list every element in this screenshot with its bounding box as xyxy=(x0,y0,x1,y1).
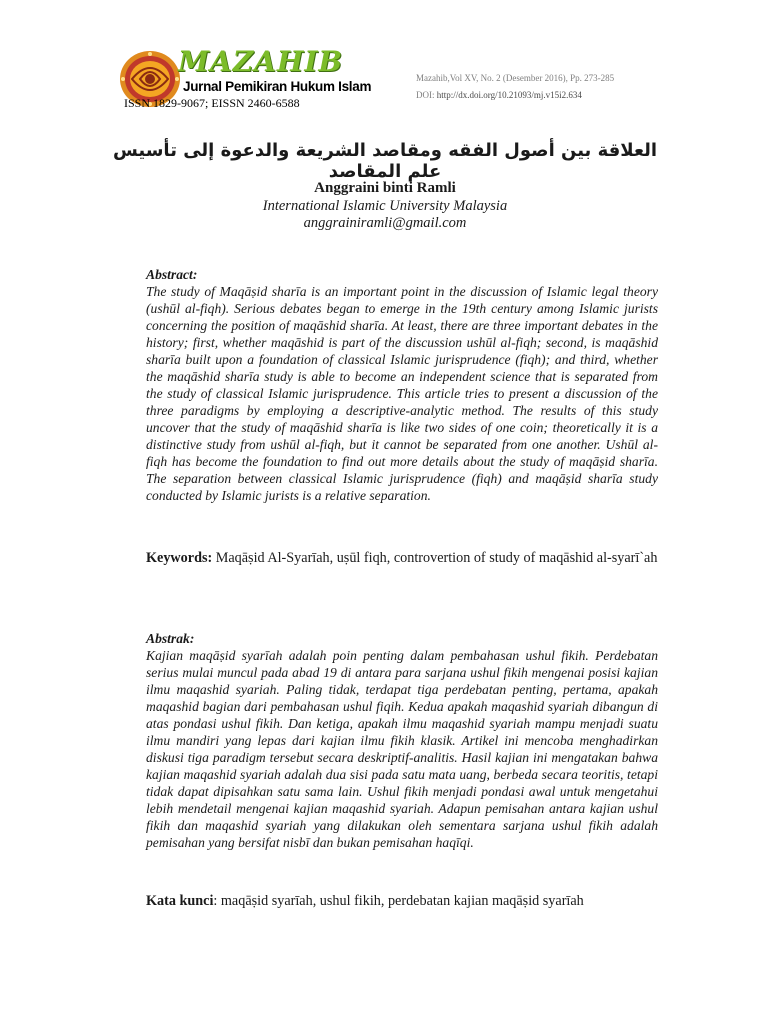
doi-label: DOI: xyxy=(416,90,435,101)
citation-line: Mazahib,Vol XV, No. 2 (Desember 2016), Pp. 273-285 xyxy=(416,73,615,83)
abstrak-heading: Abstrak: xyxy=(146,631,195,646)
keywords-label: Keywords: xyxy=(146,550,213,566)
author-affiliation: International Islamic University Malaysia xyxy=(262,198,508,214)
abstract-heading: Abstract: xyxy=(146,267,198,282)
magazine-title: MAZAHIB xyxy=(178,45,344,78)
keywords-indonesian xyxy=(146,891,658,911)
issn-line: ISSN 1829-9067; EISSN 2460-6588 xyxy=(124,96,300,110)
author-email[interactable]: anggrainiramli@gmail.com xyxy=(303,215,467,231)
author-name: Anggraini binti Ramli xyxy=(314,180,456,196)
kata-kunci-value: : maqāṣid syarīah, ushul fikih, perdebatan kajian maqāṣid syarīah xyxy=(213,893,584,909)
abstrak-body: Kajian maqāṣid syarīah adalah poin penting dalam pembahasan ushul fikih. Perdebatan serius mulai muncul pada abad 19 di antara para sarjana ushul fikih mengenai posisi kajian ilmu maqashid syariah. Paling tidak, terdapat tiga perdebatan penting, pertama, apakah maqashid bagian dari pembahasan ushul fiqih. Kedua apakah maqashid syariah dibangun di atas pondasi ushul fikih. Dan ketiga, apakah ilmu maqashid syariah mampu menjadi suatu ilmu mandiri yang lepas dari kajian ilmu fikih klasik. Artikel ini mencoba menghadirkan diskusi tiga paradigm tersebut secara deskriptif-analitis. Hasil kajian ini mengatakan bahwa kajian maqashid syariah adalah dua sisi pada satu mata uang, berbeda secara teoritis, tetapi tidak dapat dipisahkan satu sama lain. Ushul fikih menjadi pondasi awal untuk mengetahui lebih mendetail mengenai kajian maqashid syariah. Adapun pemisahan antara kajian ushul fikih dan maqashid syariah yang dilakukan oleh sementara sarjana ushul fikih adalah pemisahan yang bersifat nisbī dan bukan pemisahan haqīqi. xyxy=(146,648,658,850)
article-title-arabic: العلاقة بين أصول الفقه ومقاصد الشريعة والدعوة إلى تأسيس علم المقاصد xyxy=(112,140,658,182)
abstract-body: The study of Maqāṣid sharīa is an important point in the discussion of Islamic legal theory (ushūl al-fiqh). Serious debates began to emerge in the 19th century among Islamic jurists concerning the position of maqāshid sharīa. At least, there are three important debates in the history; first, whether maqāshid is part of the discussion ushūl al-fiqh; second, is maqāshid sharīa built upon a foundation of classical Islamic jurisprudence (fiqh); and third, whether the maqāshid sharīa study is able to become an independent science that is separated from the study of classical Islamic jurisprudence. This article tries to present a discussion of the three paradigms by employing a descriptive-analytic method. The results of this study uncover that the study of maqāshid sharīa is like two sides of one coin; theoretically it is a distinctive study from ushūl al-fiqh, but it cannot be separated from one another. Ushūl al-fiqh has become the foundation to find out more details about the study of maqāṣid sharīa. The separation between classical Islamic jurisprudence (fiqh) and maqāṣid sharīa study conducted by Islamic jurists is a relative separation. xyxy=(146,284,658,503)
magazine-subtitle: Jurnal Pemikiran Hukum Islam xyxy=(183,79,372,94)
abstract-indonesian xyxy=(146,630,658,851)
citation-meta xyxy=(416,70,706,104)
doi-line xyxy=(416,87,706,104)
abstract-english xyxy=(146,266,658,504)
keywords-english xyxy=(146,548,658,568)
kata-kunci-label: Kata kunci xyxy=(146,893,214,909)
keywords-value: Maqāṣid Al-Syarīah, uṣūl fiqh, controvertion of study of maqāshid al-syarī`ah xyxy=(215,550,658,566)
doi-link[interactable]: http://dx.doi.org/10.21093/mj.v15i2.634 xyxy=(436,90,582,101)
